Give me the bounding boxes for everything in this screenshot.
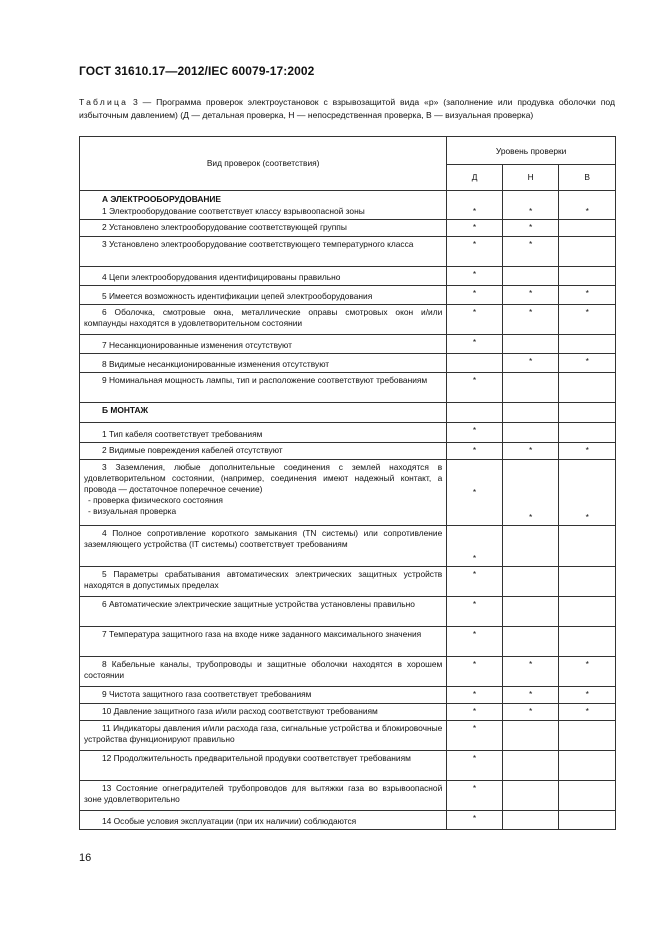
- mark-v: *: [559, 354, 616, 373]
- table-row: [80, 305, 616, 335]
- inspection-table: [79, 136, 616, 830]
- table-row: [80, 373, 616, 403]
- mark-v: [559, 627, 616, 657]
- mark-n: *: [502, 220, 559, 237]
- mark-v: [559, 721, 616, 751]
- mark-n: *: [502, 354, 559, 373]
- column-header-d: Д: [447, 165, 503, 191]
- row-text: 4 Цепи электрооборудования идентифицированы правильно: [80, 267, 447, 286]
- mark-n: [502, 627, 559, 657]
- table-row: [80, 267, 616, 286]
- column-header-inspection-type: Вид проверок (соответствия): [80, 137, 447, 191]
- row-text: 5 Параметры срабатывания автоматических электрических защитных устройств находятся в допустимых пределах: [80, 567, 447, 597]
- mark-n: *: [502, 657, 559, 687]
- mark-v: [559, 335, 616, 354]
- column-header-level-group: Уровень проверки: [447, 137, 616, 165]
- mark-n: *: [502, 191, 559, 220]
- mark-d: *: [447, 220, 503, 237]
- mark-n: [502, 373, 559, 403]
- section-title-b: Б МОНТАЖ: [80, 403, 447, 423]
- mark-n: *: [502, 460, 559, 526]
- mark-d: *: [447, 305, 503, 335]
- mark-d: *: [447, 443, 503, 460]
- row-text: 7 Температура защитного газа на входе ниже заданного максимального значения: [80, 627, 447, 657]
- mark-d: *: [447, 335, 503, 354]
- table-row: [80, 704, 616, 721]
- row-subitem: - визуальная проверка: [88, 506, 177, 516]
- mark-d: *: [447, 811, 503, 830]
- table-row: [80, 751, 616, 781]
- table-row: [80, 811, 616, 830]
- mark-d: *: [447, 267, 503, 286]
- mark-d: *: [447, 704, 503, 721]
- table-row: [80, 627, 616, 657]
- mark-v: [559, 597, 616, 627]
- mark-n: [502, 423, 559, 443]
- row-text: 9 Номинальная мощность лампы, тип и расположение соответствуют требованиям: [80, 373, 447, 403]
- mark-d: *: [447, 657, 503, 687]
- mark-n: [502, 567, 559, 597]
- mark-d: *: [447, 286, 503, 305]
- mark-v: [559, 567, 616, 597]
- mark-v: [559, 267, 616, 286]
- mark-d: [447, 354, 503, 373]
- mark-n: [502, 751, 559, 781]
- mark-n: [502, 335, 559, 354]
- mark-n: [502, 811, 559, 830]
- mark-v: *: [559, 460, 616, 526]
- mark-d: *: [447, 460, 503, 526]
- table-row: [80, 335, 616, 354]
- mark-n: *: [502, 237, 559, 267]
- section-title-a: А ЭЛЕКТРООБОРУДОВАНИЕ: [102, 194, 222, 204]
- mark-n: *: [502, 687, 559, 704]
- mark-v: *: [559, 286, 616, 305]
- table-row: [80, 237, 616, 267]
- row-text: 14 Особые условия эксплуатации (при их наличии) соблюдаются: [80, 811, 447, 830]
- row-text: 10 Давление защитного газа и/или расход соответствуют требованиям: [80, 704, 447, 721]
- row-text: 1 Электрооборудование соответствует классу взрывоопасной зоны: [102, 206, 365, 216]
- row-text: 11 Индикаторы давления и/или расхода газа, сигнальные устройства и блокировочные устройства функционируют правильно: [80, 721, 447, 751]
- table-row: [80, 191, 616, 220]
- row-text: 13 Состояние огнеградителей трубопроводов для вытяжки газа во взрывоопасной зоне удовлетворительно: [80, 781, 447, 811]
- row-text: 1 Тип кабеля соответствует требованиям: [80, 423, 447, 443]
- mark-v: *: [559, 704, 616, 721]
- mark-d: *: [447, 237, 503, 267]
- mark-d: *: [447, 567, 503, 597]
- mark-n: *: [502, 443, 559, 460]
- table-row: [80, 354, 616, 373]
- table-row: [80, 423, 616, 443]
- row-text: 9 Чистота защитного газа соответствует требованиям: [80, 687, 447, 704]
- table-row: [80, 526, 616, 567]
- mark-v: [559, 237, 616, 267]
- mark-d: *: [447, 191, 503, 220]
- mark-v: [559, 220, 616, 237]
- mark-d: *: [447, 721, 503, 751]
- mark-n: [502, 597, 559, 627]
- mark-n: [502, 721, 559, 751]
- row-text: 5 Имеется возможность идентификации цепей электрооборудования: [80, 286, 447, 305]
- mark-v: [559, 373, 616, 403]
- table-row: [80, 781, 616, 811]
- mark-v: *: [559, 305, 616, 335]
- mark-d: *: [447, 687, 503, 704]
- table-row: [80, 721, 616, 751]
- mark-d: *: [447, 423, 503, 443]
- row-text: 6 Автоматические электрические защитные устройства установлены правильно: [80, 597, 447, 627]
- mark-v: [559, 526, 616, 567]
- mark-v: *: [559, 191, 616, 220]
- row-text: 3 Установлено электрооборудование соответствующего температурного класса: [80, 237, 447, 267]
- row-text: 2 Установлено электрооборудование соответствующей группы: [80, 220, 447, 237]
- mark-n: [502, 781, 559, 811]
- table-row: [80, 687, 616, 704]
- mark-v: *: [559, 443, 616, 460]
- table-row: [80, 220, 616, 237]
- standard-header: ГОСТ 31610.17—2012/IEC 60079-17:2002: [79, 64, 315, 78]
- row-text: 7 Несанкционированные изменения отсутствуют: [80, 335, 447, 354]
- mark-n: *: [502, 704, 559, 721]
- mark-n: [502, 267, 559, 286]
- row-text: 12 Продолжительность предварительной продувки соответствует требованиям: [80, 751, 447, 781]
- row-text: 8 Кабельные каналы, трубопроводы и защитные оболочки находятся в хорошем состоянии: [80, 657, 447, 687]
- row-text: 6 Оболочка, смотровые окна, металлические оправы смотровых окон и/или компаунды находятся в удовлетворительном состоянии: [80, 305, 447, 335]
- column-header-v: В: [559, 165, 616, 191]
- mark-d: *: [447, 751, 503, 781]
- row-text: 8 Видимые несанкционированные изменения отсутствуют: [80, 354, 447, 373]
- mark-v: [559, 423, 616, 443]
- mark-n: *: [502, 286, 559, 305]
- row-text: 3 Заземления, любые дополнительные соединения с землей находятся в удовлетворительном состоянии, (например, соединения имеют надежный контакт, а провода — достаточное поперечное сечение): [84, 462, 443, 494]
- table-row: [80, 460, 616, 526]
- mark-v: *: [559, 687, 616, 704]
- mark-d: *: [447, 373, 503, 403]
- table-row: [80, 597, 616, 627]
- table-row: [80, 443, 616, 460]
- column-header-n: Н: [502, 165, 559, 191]
- table-caption: [79, 96, 615, 122]
- mark-n: *: [502, 305, 559, 335]
- row-text: 2 Видимые повреждения кабелей отсутствуют: [80, 443, 447, 460]
- table-row: [80, 286, 616, 305]
- row-subitem: - проверка физического состояния: [88, 495, 223, 505]
- mark-d: *: [447, 526, 503, 567]
- caption-label: Таблица: [79, 97, 129, 107]
- caption-text: 3 — Программа проверок электроустановок с взрывозащитой вида «р» (заполнение или продувка оболочки под избыточным давлением) (Д — детальная проверка, Н — непосредственная проверка, В — визуальная проверка): [79, 97, 615, 120]
- mark-d: *: [447, 597, 503, 627]
- table-row: [80, 657, 616, 687]
- mark-d: *: [447, 627, 503, 657]
- mark-v: [559, 751, 616, 781]
- page-number: 16: [79, 852, 92, 864]
- mark-v: [559, 811, 616, 830]
- mark-n: [502, 526, 559, 567]
- mark-v: [559, 781, 616, 811]
- table-row: [80, 567, 616, 597]
- table-row: [80, 403, 616, 423]
- mark-v: *: [559, 657, 616, 687]
- mark-d: *: [447, 781, 503, 811]
- row-text: 4 Полное сопротивление короткого замыкания (TN системы) или сопротивление заземляющего устройства (IT системы) соответствует требованиям: [80, 526, 447, 567]
